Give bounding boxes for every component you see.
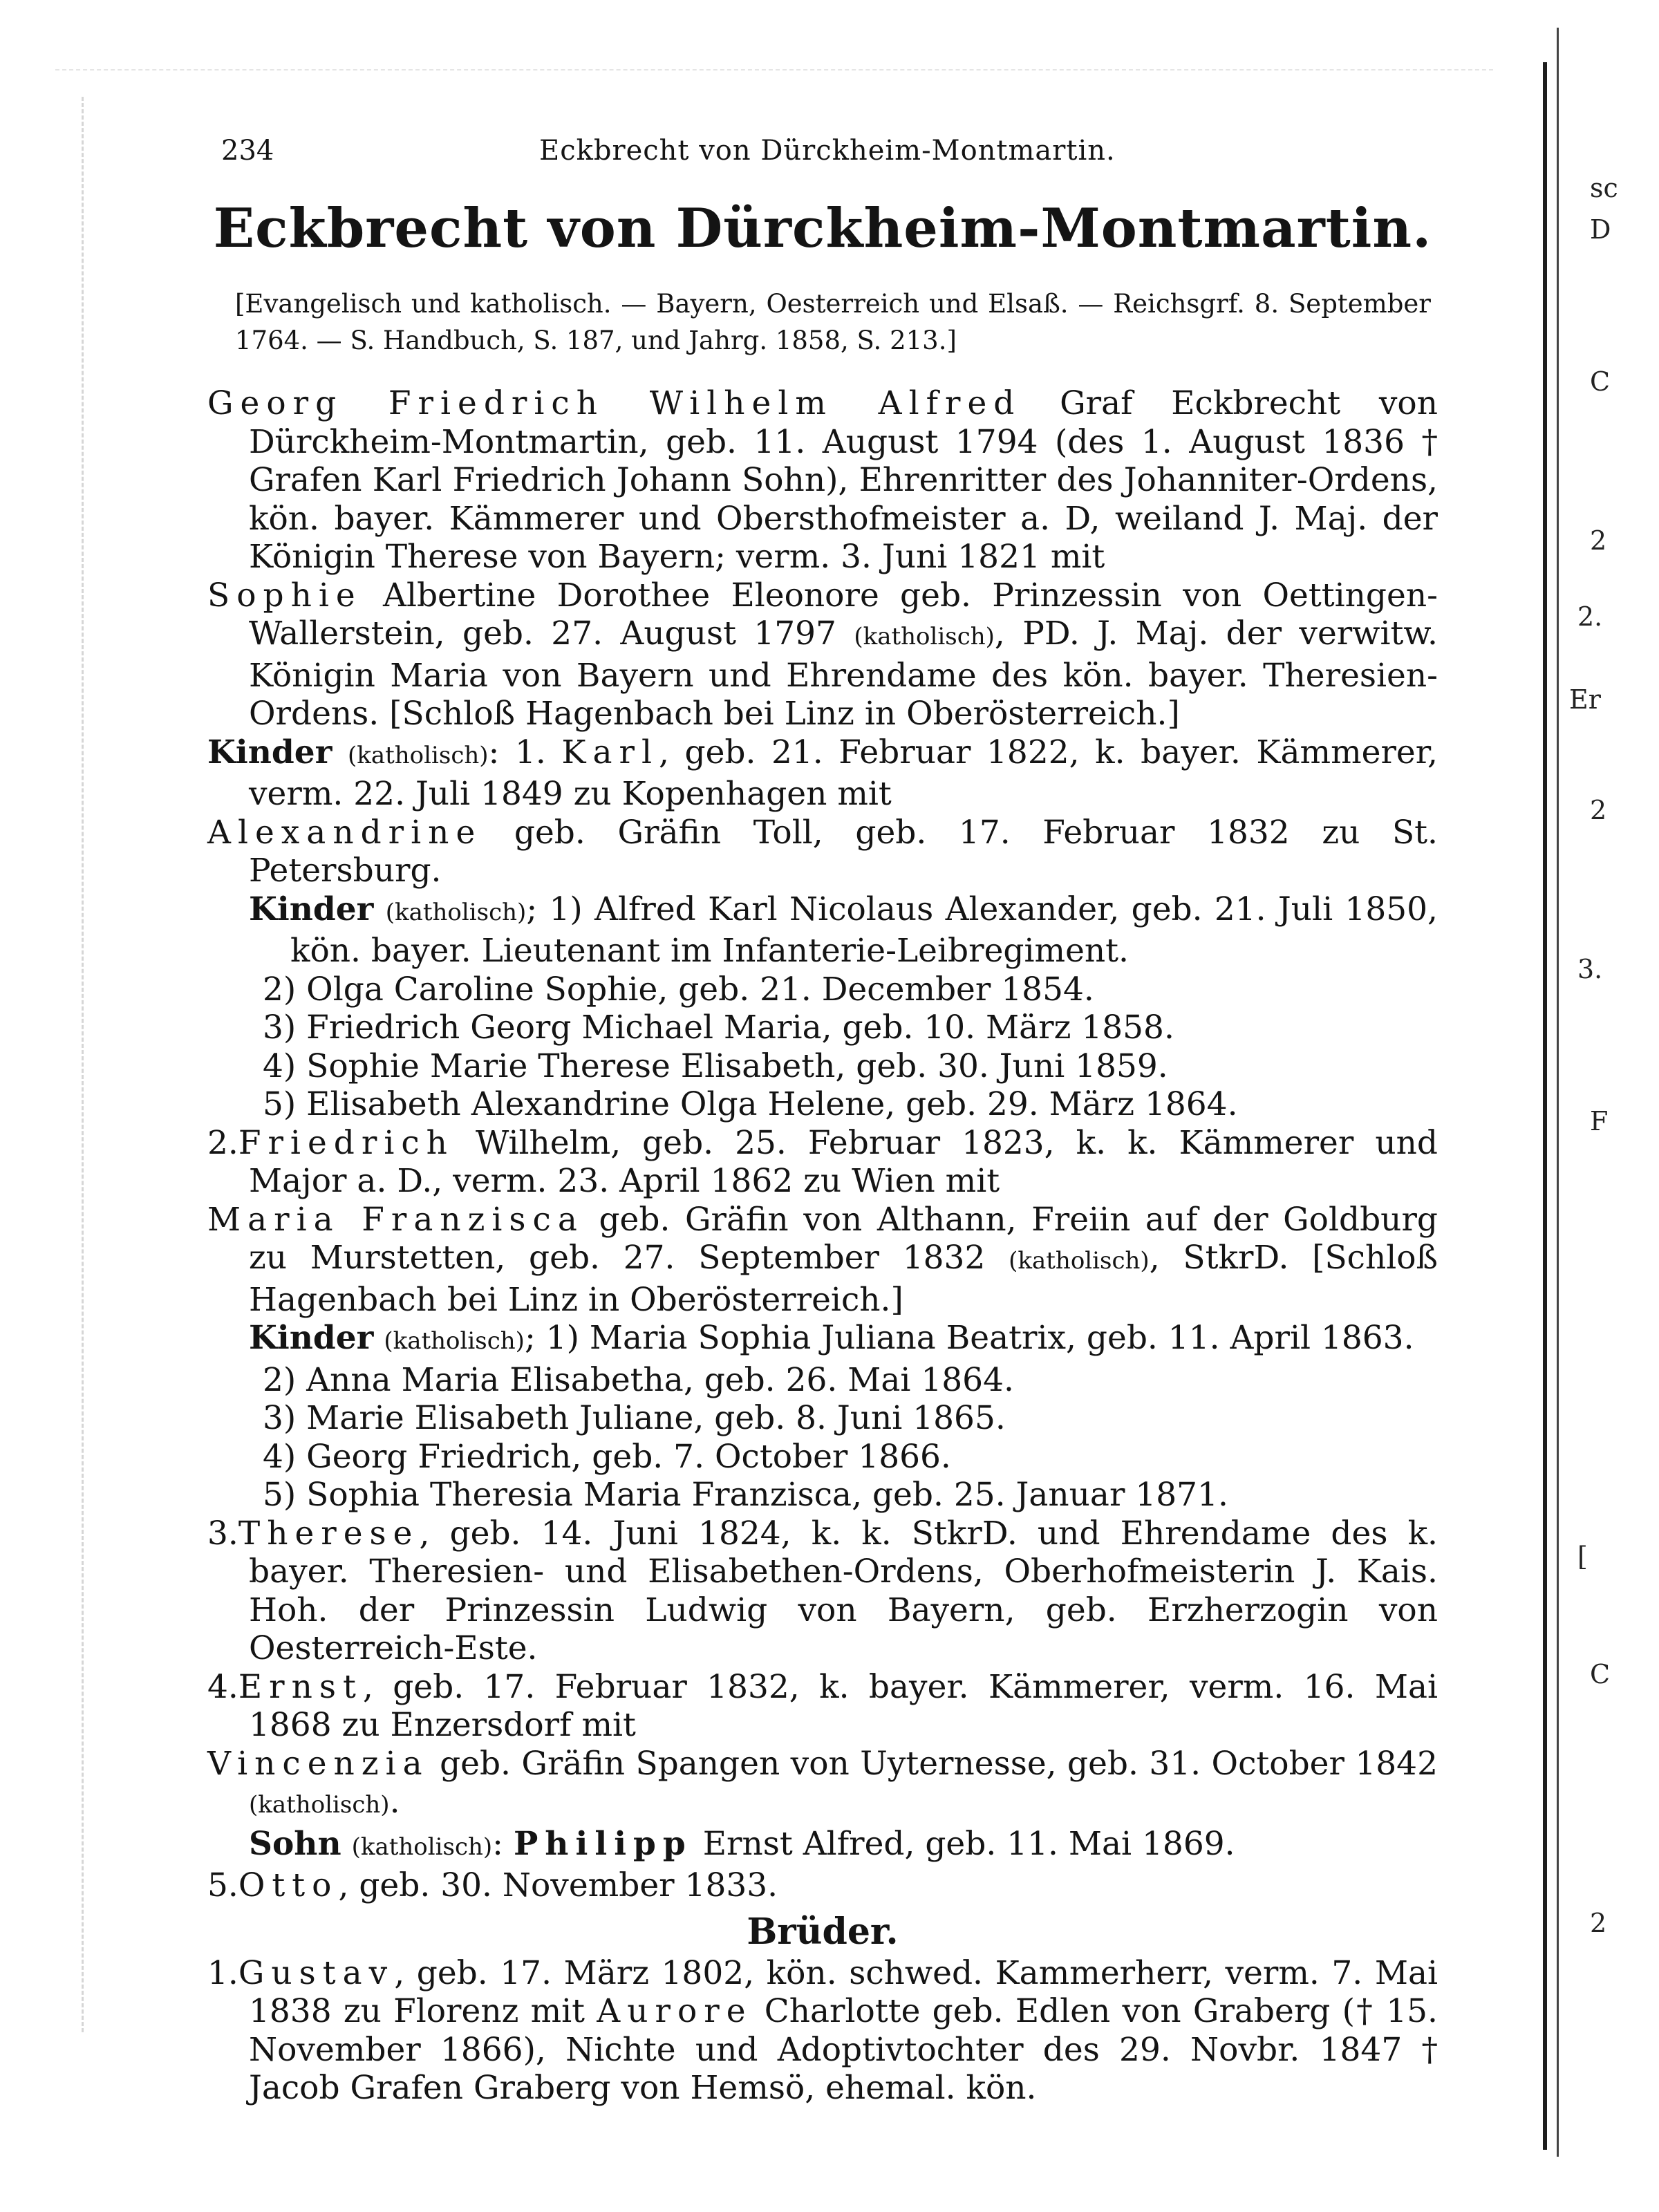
grandchild-entry: 5) Sophia Theresia Maria Franzisca, geb. 25. Januar 1871. (263, 1476, 1228, 1514)
brother-spouse-name: Aurore (597, 1992, 753, 2030)
page-title: Eckbrecht von Dürckheim-Montmartin. (213, 197, 1432, 260)
child-spouse-text-continued: , StkrD. [Schloß Hagenbach bei Linz in Oberösterreich.] (249, 1239, 1438, 1319)
son-label: Sohn (249, 1824, 341, 1863)
child-entry-5 (207, 1866, 1438, 1905)
grandchild-entry: 4) Sophie Marie Therese Elisabeth, geb. 30. Juni 1859. (263, 1047, 1168, 1085)
grandchildren-label: Kinder (249, 890, 374, 928)
spouse-note: (katholisch) (854, 623, 995, 650)
grandson-entry (207, 1825, 1438, 1867)
grandchildren-note: (katholisch) (385, 898, 527, 926)
child-number: 5. (207, 1866, 238, 1904)
grandchild-entry: 2) Olga Caroline Sophie, geb. 21. December 1854. (263, 970, 1094, 1009)
grandchild-entry: 2) Anna Maria Elisabetha, geb. 26. Mai 1864. (263, 1360, 1014, 1399)
grandchild-entry: 4) Georg Friedrich, geb. 7. October 1866. (263, 1437, 951, 1476)
child-spouse-text: geb. Gräfin Spangen von Uyternesse, geb. 31. October 1842 (440, 1744, 1438, 1783)
child-spouse-entry (207, 1201, 1438, 1320)
facing-page-fragment: F (1590, 1106, 1609, 1136)
running-title: Eckbrecht von Dürckheim-Montmartin. (539, 135, 1116, 167)
child-number: 2. (207, 1123, 238, 1162)
child-spouse-note: (katholisch) (249, 1791, 390, 1819)
child-name: Therese (238, 1514, 420, 1553)
child-spouse-name: Maria Franzisca (207, 1200, 584, 1239)
child-name: Friedrich (238, 1123, 454, 1162)
spouse-text: Albertine Dorothee Eleonore geb. Prinzessin von Oettingen-Wallerstein, geb. 27. August 1797 (249, 576, 1438, 653)
child-entry-1 (207, 733, 1438, 814)
grandchildren-note: (katholisch) (384, 1327, 525, 1355)
grandchild-text: ; 1) Alfred Karl Nicolaus Alexander, geb. 21. Juli 1850, kön. bayer. Lieutenant im Infanterie-Leibregiment. (290, 890, 1438, 970)
scan-edge-left (82, 97, 86, 2032)
brothers-heading: Brüder. (747, 1910, 899, 1953)
family-header-note: [Evangelisch und katholisch. — Bayern, Oesterreich und Elsaß. — Reichsgrf. 8. September 1764. — S. Handbuch, S. 187, und Jahrg. 1858, S. 213.] (235, 289, 1431, 355)
brother-number: 1. (207, 1953, 238, 1992)
grandchild-entry: 5) Elisabeth Alexandrine Olga Helene, geb. 29. März 1864. (263, 1085, 1238, 1123)
running-head (207, 135, 1438, 176)
child-entry-4 (207, 1668, 1438, 1745)
brother-text: , geb. 17. März 1802, kön. schwed. Kammerherr, verm. 7. Mai 1838 zu Florenz mit (249, 1953, 1438, 2030)
head-text: Graf Eckbrecht von Dürckheim-Montmartin, geb. 11. August 1794 (des 1. August 1836 † Grafen Karl Friedrich Johann Sohn), Ehrenritter des Johanniter-Ordens, kön. bayer. Kämmerer und Obersthofmeister a. D, weiland J. Maj. der Königin Therese von Bayern; verm. 3. Juni 1821 mit (249, 384, 1438, 576)
child-entry-2 (207, 1124, 1438, 1201)
document-page (207, 135, 1438, 2108)
grandchild-entry (207, 890, 1438, 971)
child-number: 4. (207, 1667, 238, 1706)
facing-page-fragment: C (1590, 1659, 1611, 1689)
facing-page-fragment: [ (1577, 1541, 1588, 1572)
grandchild-entry: 3) Marie Elisabeth Juliane, geb. 8. Juni 1865. (263, 1399, 1006, 1437)
page-gutter-line (1543, 62, 1547, 2150)
child-text: , geb. 14. Juni 1824, k. k. StkrD. und Ehrendame des k. bayer. Theresien- und Elisabethen-Ordens, Oberhofmeisterin J. Kais. Hoh. der Prinzessin Ludwig von Bayern, geb. Erzherzogin von Oesterreich-Este. (249, 1514, 1438, 1667)
child-number: 3. (207, 1514, 238, 1553)
scan-edge-top (55, 69, 1493, 72)
children-label: Kinder (207, 733, 332, 771)
page-gutter-line-thin (1557, 28, 1559, 2157)
grandchild-entry: 3) Friedrich Georg Michael Maria, geb. 10. März 1858. (263, 1009, 1174, 1047)
grandchild-entry (207, 1319, 1438, 1361)
facing-page-fragment: 3. (1577, 954, 1603, 984)
facing-page-fragment: 2 (1590, 795, 1607, 825)
child-entry-3 (207, 1515, 1438, 1668)
spouse-name: Sophie (207, 576, 362, 615)
child-number: : 1. (488, 733, 546, 771)
child-text: , geb. 17. Februar 1832, k. bayer. Kämmerer, verm. 16. Mai 1868 zu Enzersdorf mit (249, 1667, 1438, 1744)
child-text: , geb. 21. Februar 1822, k. bayer. Kämmerer, verm. 22. Juli 1849 zu Kopenhagen mit (249, 733, 1438, 813)
spouse-text-continued: , PD. J. Maj. der verwitw. Königin Maria von Bayern und Ehrendame des kön. bayer. Theresien-Ordens. [Schloß Hagenbach bei Linz in Oberösterreich.] (249, 615, 1438, 733)
facing-page-fragment: Er (1569, 684, 1601, 715)
child-spouse-text: geb. Gräfin Toll, geb. 17. Februar 1832 zu St. Petersburg. (249, 813, 1438, 890)
facing-page-fragment: 2 (1590, 1908, 1607, 1938)
child-spouse-name: Alexandrine (207, 813, 482, 852)
child-spouse-name: Vincenzia (207, 1744, 429, 1783)
spouse-entry (207, 577, 1438, 733)
child-name: Karl (561, 733, 659, 771)
son-text: Ernst Alfred, geb. 11. Mai 1869. (702, 1824, 1235, 1863)
page-number: 234 (221, 135, 274, 167)
child-text: Wilhelm, geb. 25. Februar 1823, k. k. Kämmerer und Major a. D., verm. 23. April 1862 zu Wien mit (249, 1123, 1438, 1200)
brother-name: Gustav (238, 1953, 395, 1992)
child-name: Otto (238, 1866, 339, 1904)
child-spouse-text-continued: . (389, 1783, 400, 1821)
brother-entry-1 (207, 1954, 1438, 2108)
son-note: (katholisch) (351, 1833, 493, 1861)
child-spouse-entry (207, 814, 1438, 890)
child-spouse-note: (katholisch) (1009, 1247, 1150, 1275)
brother-text-continued: Charlotte geb. Edlen von Graberg († 15. November 1866), Nichte und Adoptivtochter des 29. Novbr. 1847 † Jacob Grafen Graberg von Hemsö, ehemal. kön. (249, 1992, 1438, 2107)
head-name: Georg Friedrich Wilhelm Alfred (207, 384, 1022, 422)
grandchild-text: ; 1) Maria Sophia Juliana Beatrix, geb. 11. April 1863. (524, 1319, 1414, 1357)
child-text: , geb. 30. November 1833. (338, 1866, 778, 1904)
head-of-family-entry (207, 384, 1438, 577)
child-spouse-entry (207, 1745, 1438, 1825)
son-name: Philipp (513, 1824, 693, 1863)
son-colon: : (492, 1824, 504, 1863)
child-spouse-text: geb. Gräfin von Althann, Freiin auf der Goldburg zu Murstetten, geb. 27. September 1832 (249, 1200, 1438, 1277)
child-name: Ernst (238, 1667, 363, 1706)
facing-page-fragment: 2. (1577, 601, 1603, 632)
facing-page-fragment: sc (1590, 173, 1618, 203)
facing-page-fragment: 2 (1590, 525, 1607, 556)
facing-page-fragment: C (1590, 366, 1611, 397)
grandchildren-label: Kinder (249, 1319, 374, 1357)
facing-page-fragment: D (1590, 214, 1611, 245)
children-note: (katholisch) (347, 741, 489, 769)
